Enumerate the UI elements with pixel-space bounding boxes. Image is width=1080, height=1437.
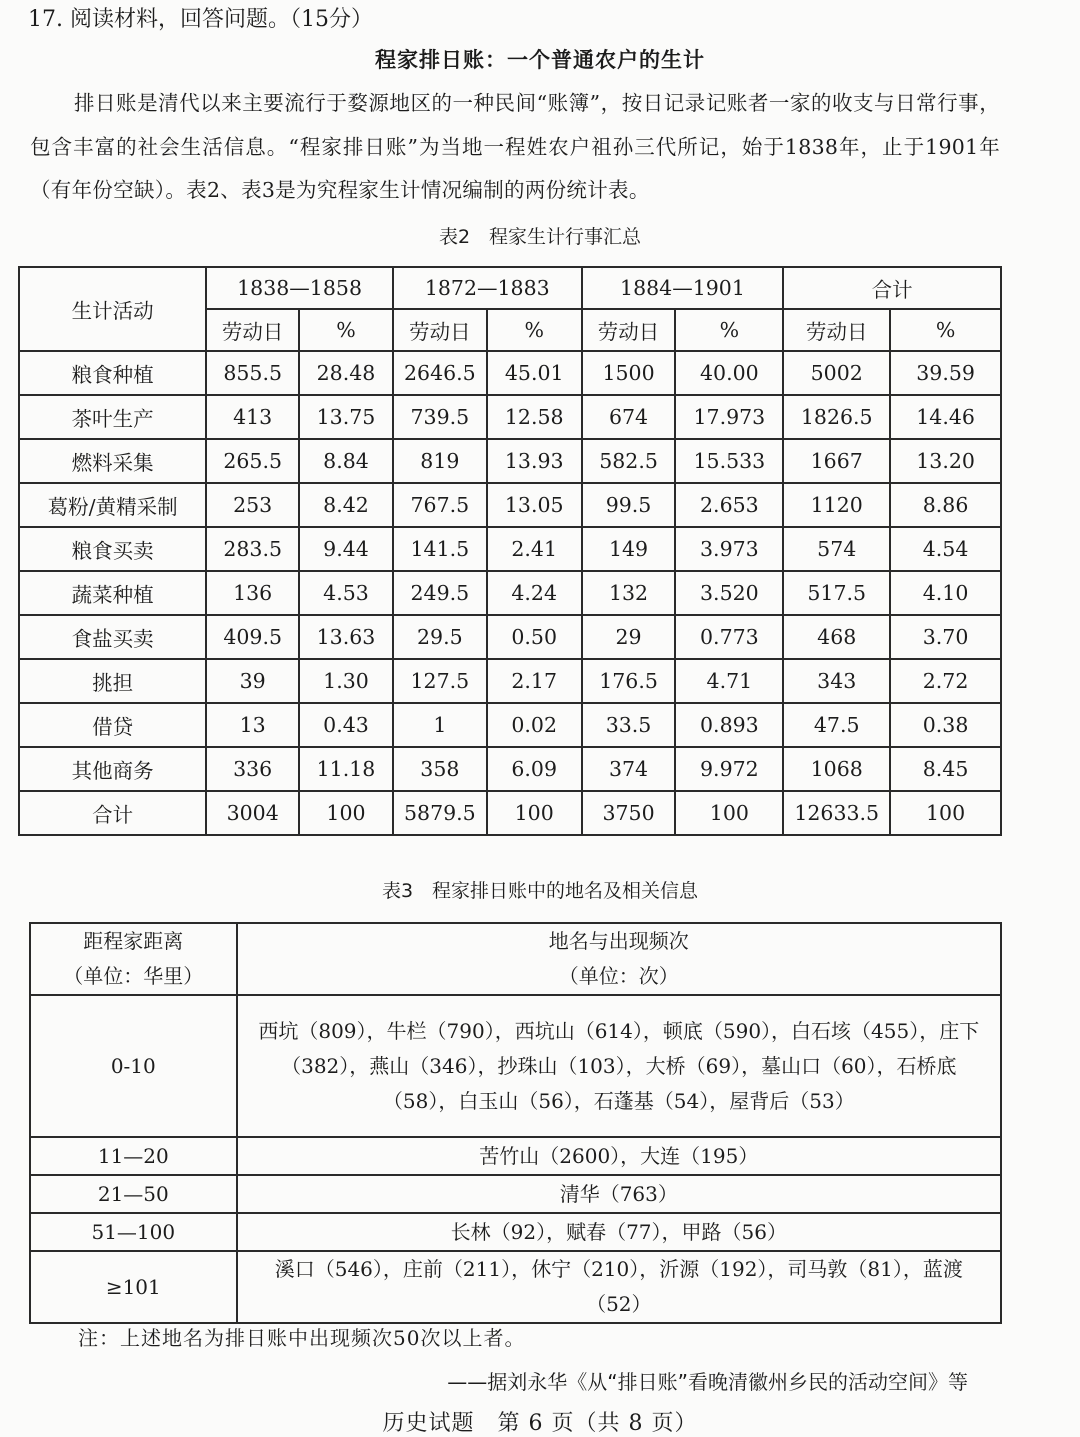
percent-cell: 4.10: [890, 571, 1001, 615]
labor-days-cell: 767.5: [393, 483, 487, 527]
labor-days-cell: 739.5: [393, 395, 487, 439]
table-row: [19, 439, 1001, 483]
labor-days-cell: 5002: [783, 351, 890, 395]
table3-distance-header-line2: （单位：华里）: [63, 964, 204, 988]
table2-body: [19, 351, 1001, 835]
table3-caption: 表3 程家排日账中的地名及相关信息: [381, 880, 699, 902]
table-row: [19, 527, 1001, 571]
percent-cell: 13.93: [487, 439, 582, 483]
percent-cell: 40.00: [675, 351, 783, 395]
activity-cell: 茶叶生产: [19, 395, 206, 439]
labor-days-cell: 3750: [582, 791, 676, 835]
labor-days-cell: 39: [206, 659, 299, 703]
percent-cell: 2.17: [487, 659, 582, 703]
table-row: [19, 483, 1001, 527]
labor-days-cell: 265.5: [206, 439, 299, 483]
page-footer: 历史试题 第 6 页（共 8 页）: [382, 1411, 698, 1436]
table-row: [19, 791, 1001, 835]
percent-cell: 11.18: [299, 747, 393, 791]
table3-distance-header-line1: 距程家距离: [83, 929, 184, 953]
percent-cell: 0.773: [675, 615, 783, 659]
table2-subheader-days: 劳动日: [393, 309, 487, 351]
table2-caption: 表2 程家生计行事汇总: [438, 226, 642, 248]
percent-cell: 0.893: [675, 703, 783, 747]
table-row: [19, 703, 1001, 747]
table2-subheader-percent: %: [675, 309, 783, 351]
percent-cell: 8.84: [299, 439, 393, 483]
percent-cell: 9.44: [299, 527, 393, 571]
activity-cell: 葛粉/黄精采制: [19, 483, 206, 527]
labor-days-cell: 1500: [582, 351, 676, 395]
labor-days-cell: 374: [582, 747, 676, 791]
percent-cell: 100: [890, 791, 1001, 835]
table3-names-header: [237, 923, 1001, 995]
distance-cell: ≥101: [30, 1251, 237, 1323]
activity-cell: 粮食买卖: [19, 527, 206, 571]
labor-days-cell: 253: [206, 483, 299, 527]
labor-days-cell: 1667: [783, 439, 890, 483]
percent-cell: 12.58: [487, 395, 582, 439]
table-row: [30, 1137, 1001, 1175]
percent-cell: 3.520: [675, 571, 783, 615]
table3-names-header-line1: 地名与出现频次: [548, 929, 689, 953]
activity-cell: 合计: [19, 791, 206, 835]
percent-cell: 2.72: [890, 659, 1001, 703]
table2-subheader-percent: %: [487, 309, 582, 351]
percent-cell: 3.70: [890, 615, 1001, 659]
labor-days-cell: 12633.5: [783, 791, 890, 835]
percent-cell: 3.973: [675, 527, 783, 571]
labor-days-cell: 1: [393, 703, 487, 747]
table3-body: [30, 995, 1001, 1323]
percent-cell: 13.63: [299, 615, 393, 659]
material-heading: 程家排日账：一个普通农户的生计: [375, 47, 705, 72]
percent-cell: 9.972: [675, 747, 783, 791]
labor-days-cell: 283.5: [206, 527, 299, 571]
labor-days-cell: 413: [206, 395, 299, 439]
table-row: [30, 1175, 1001, 1213]
labor-days-cell: 132: [582, 571, 676, 615]
labor-days-cell: 468: [783, 615, 890, 659]
material-paragraph: 排日账是清代以来主要流行于婺源地区的一种民间“账簿”，按日记录记账者一家的收支与日常行事，包含丰富的社会生活信息。“程家排日账”为当地一程姓农户祖孙三代所记，始于1838年，止于1901年（有年份空缺）。表2、表3是为究程家生计情况编制的两份统计表。: [30, 91, 1000, 202]
percent-cell: 45.01: [487, 351, 582, 395]
distance-cell: 0-10: [30, 995, 237, 1137]
table3: [29, 922, 1002, 1324]
activity-cell: 挑担: [19, 659, 206, 703]
labor-days-cell: 249.5: [393, 571, 487, 615]
labor-days-cell: 13: [206, 703, 299, 747]
labor-days-cell: 819: [393, 439, 487, 483]
place-names-cell: 清华（763）: [237, 1175, 1001, 1213]
labor-days-cell: 149: [582, 527, 676, 571]
table2-period-header: 1838—1858: [206, 267, 393, 309]
distance-cell: 21—50: [30, 1175, 237, 1213]
activity-cell: 粮食种植: [19, 351, 206, 395]
labor-days-cell: 574: [783, 527, 890, 571]
percent-cell: 39.59: [890, 351, 1001, 395]
labor-days-cell: 127.5: [393, 659, 487, 703]
labor-days-cell: 5879.5: [393, 791, 487, 835]
place-names-cell: 溪口（546），庄前（211），休宁（210），沂源（192），司马敦（81），蓝渡（52）: [237, 1251, 1001, 1323]
percent-cell: 2.41: [487, 527, 582, 571]
labor-days-cell: 176.5: [582, 659, 676, 703]
percent-cell: 100: [487, 791, 582, 835]
table2-subheader-percent: %: [890, 309, 1001, 351]
percent-cell: 14.46: [890, 395, 1001, 439]
percent-cell: 15.533: [675, 439, 783, 483]
table2-subheader-days: 劳动日: [783, 309, 890, 351]
labor-days-cell: 33.5: [582, 703, 676, 747]
percent-cell: 100: [299, 791, 393, 835]
table-row: [19, 571, 1001, 615]
table-row: [30, 995, 1001, 1137]
table3-names-header-line2: （单位：次）: [558, 964, 679, 988]
table-row: [19, 351, 1001, 395]
labor-days-cell: 336: [206, 747, 299, 791]
percent-cell: 13.20: [890, 439, 1001, 483]
labor-days-cell: 358: [393, 747, 487, 791]
table3-distance-header: [30, 923, 237, 995]
table-row: [19, 395, 1001, 439]
percent-cell: 2.653: [675, 483, 783, 527]
labor-days-cell: 136: [206, 571, 299, 615]
labor-days-cell: 47.5: [783, 703, 890, 747]
percent-cell: 6.09: [487, 747, 582, 791]
percent-cell: 1.30: [299, 659, 393, 703]
percent-cell: 13.05: [487, 483, 582, 527]
activity-cell: 蔬菜种植: [19, 571, 206, 615]
labor-days-cell: 1068: [783, 747, 890, 791]
labor-days-cell: 343: [783, 659, 890, 703]
table2-subheader-days: 劳动日: [206, 309, 299, 351]
table-row: [30, 1251, 1001, 1323]
table-row: [19, 615, 1001, 659]
labor-days-cell: 517.5: [783, 571, 890, 615]
labor-days-cell: 3004: [206, 791, 299, 835]
percent-cell: 17.973: [675, 395, 783, 439]
percent-cell: 4.24: [487, 571, 582, 615]
table2-subheader-days: 劳动日: [582, 309, 676, 351]
labor-days-cell: 29: [582, 615, 676, 659]
labor-days-cell: 141.5: [393, 527, 487, 571]
activity-cell: 其他商务: [19, 747, 206, 791]
labor-days-cell: 99.5: [582, 483, 676, 527]
percent-cell: 0.50: [487, 615, 582, 659]
activity-cell: 借贷: [19, 703, 206, 747]
labor-days-cell: 1120: [783, 483, 890, 527]
table2-row-header: 生计活动: [19, 267, 206, 351]
percent-cell: 8.45: [890, 747, 1001, 791]
percent-cell: 28.48: [299, 351, 393, 395]
percent-cell: 100: [675, 791, 783, 835]
place-names-cell: 苦竹山（2600），大连（195）: [237, 1137, 1001, 1175]
percent-cell: 4.54: [890, 527, 1001, 571]
percent-cell: 0.38: [890, 703, 1001, 747]
place-names-cell: 长林（92），赋春（77），甲路（56）: [237, 1213, 1001, 1251]
question-title: 17. 阅读材料，回答问题。（15分）: [28, 7, 373, 32]
activity-cell: 燃料采集: [19, 439, 206, 483]
percent-cell: 4.71: [675, 659, 783, 703]
percent-cell: 4.53: [299, 571, 393, 615]
table2-subheader-percent: %: [299, 309, 393, 351]
place-names-cell: 西坑（809），牛栏（790），西坑山（614），顿底（590），白石垓（455），庄下（382），燕山（346），抄珠山（103），大桥（69），墓山口（60），石桥底（58），白玉山（56），石蓬基（54），屋背后（53）: [237, 995, 1001, 1137]
table-row: [19, 747, 1001, 791]
table-row: [19, 659, 1001, 703]
percent-cell: 8.42: [299, 483, 393, 527]
table2-period-header: 1872—1883: [393, 267, 582, 309]
distance-cell: 11—20: [30, 1137, 237, 1175]
activity-cell: 食盐买卖: [19, 615, 206, 659]
labor-days-cell: 2646.5: [393, 351, 487, 395]
table2-period-header: 1884—1901: [582, 267, 784, 309]
table2-period-header: 合计: [783, 267, 1001, 309]
distance-cell: 51—100: [30, 1213, 237, 1251]
source-citation: ——据刘永华《从“排日账”看晚清徽州乡民的活动空间》等: [447, 1370, 968, 1394]
percent-cell: 8.86: [890, 483, 1001, 527]
percent-cell: 0.43: [299, 703, 393, 747]
percent-cell: 0.02: [487, 703, 582, 747]
table-row: [30, 1213, 1001, 1251]
table2: [18, 266, 1002, 836]
labor-days-cell: 855.5: [206, 351, 299, 395]
labor-days-cell: 674: [582, 395, 676, 439]
labor-days-cell: 409.5: [206, 615, 299, 659]
percent-cell: 13.75: [299, 395, 393, 439]
labor-days-cell: 1826.5: [783, 395, 890, 439]
table-note: 注：上述地名为排日账中出现频次50次以上者。: [78, 1326, 526, 1350]
labor-days-cell: 29.5: [393, 615, 487, 659]
labor-days-cell: 582.5: [582, 439, 676, 483]
